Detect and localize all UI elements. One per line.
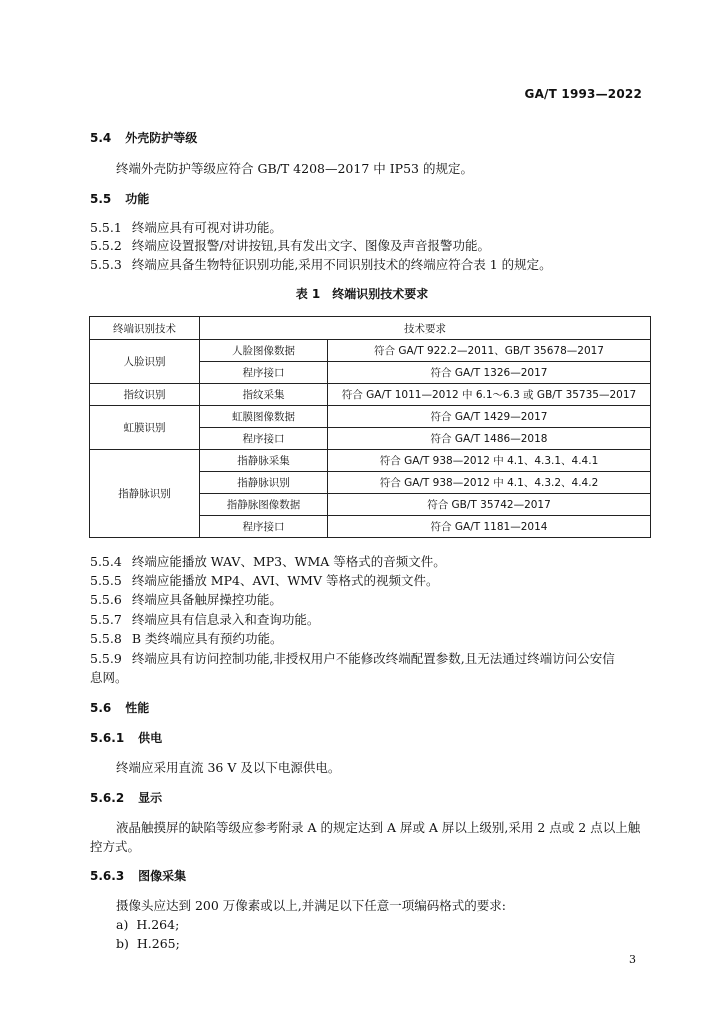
item-cell: 程序接口 (200, 362, 328, 384)
clause-text: 终端应能播放 WAV、MP3、WMA 等格式的音频文件。 (131, 554, 446, 569)
clause-title: 图像采集 (138, 869, 187, 883)
table-header-cell: 终端识别技术 (90, 317, 200, 340)
clause-5-6-2-text-continued: 控方式。 (90, 839, 141, 854)
section-5-5-heading (90, 191, 149, 207)
clause-number: 5.6.3 (90, 869, 125, 883)
requirement-cell: 符合 GA/T 1486—2018 (328, 428, 651, 450)
clause-number: 5.5.6 (90, 592, 122, 607)
group-name-cell: 指静脉识别 (90, 450, 200, 538)
requirement-cell: 符合 GA/T 938—2012 中 4.1、4.3.2、4.4.2 (328, 472, 651, 494)
clause-5-5-4 (90, 554, 446, 570)
clause-number: 5.5.3 (90, 257, 122, 272)
requirement-cell: 符合 GA/T 1011—2012 中 6.1～6.3 或 GB/T 35735—2017 (328, 384, 651, 406)
clause-number: 5.5.5 (90, 573, 122, 588)
clause-number: 5.5.8 (90, 631, 122, 646)
clause-text: 终端应具有可视对讲功能。 (131, 220, 282, 235)
item-cell: 虹膜图像数据 (200, 406, 328, 428)
table-header-row (90, 317, 651, 340)
requirement-cell: 符合 GA/T 1326—2017 (328, 362, 651, 384)
clause-text: 终端应具有访问控制功能,非授权用户不能修改终端配置参数,且无法通过终端访问公安信 (131, 651, 615, 666)
requirement-cell: 符合 GB/T 35742—2017 (328, 494, 651, 516)
item-cell: 人脸图像数据 (200, 340, 328, 362)
item-cell: 指静脉识别 (200, 472, 328, 494)
item-cell: 程序接口 (200, 516, 328, 538)
clause-number: 5.5.1 (90, 220, 122, 235)
list-text: H.264; (136, 917, 180, 932)
section-5-6-heading (90, 700, 149, 716)
table-header-cell: 技术要求 (200, 317, 651, 340)
table-row (90, 450, 651, 472)
clause-text: B 类终端应具有预约功能。 (131, 631, 283, 646)
table-row (90, 384, 651, 406)
clause-number: 5.5.9 (90, 651, 122, 666)
clause-title: 显示 (138, 791, 163, 805)
clause-5-5-1 (90, 220, 282, 236)
clause-5-5-9 (90, 651, 615, 667)
clause-5-5-9-continued: 息网。 (90, 670, 128, 685)
page-number: 3 (629, 953, 636, 966)
item-cell: 程序接口 (200, 428, 328, 450)
section-5-4-text: 终端外壳防护等级应符合 GB/T 4208—2017 中 IP53 的规定。 (116, 161, 473, 176)
clause-5-6-1-heading (90, 730, 162, 746)
clause-number: 5.5.2 (90, 238, 122, 253)
clause-5-5-3 (90, 257, 552, 273)
clause-5-6-1-text: 终端应采用直流 36 V 及以下电源供电。 (116, 760, 341, 775)
clause-text: 终端应具有信息录入和查询功能。 (131, 612, 320, 627)
clause-5-5-6 (90, 592, 282, 608)
section-5-4-heading (90, 130, 197, 146)
standard-code-header: GA/T 1993—2022 (524, 87, 642, 101)
section-title: 功能 (125, 192, 150, 206)
clause-5-6-3-text: 摄像头应达到 200 万像素或以上,并满足以下任意一项编码格式的要求: (116, 898, 506, 913)
table-row (90, 340, 651, 362)
clause-text: 终端应设置报警/对讲按钮,具有发出文字、图像及声音报警功能。 (131, 238, 490, 253)
section-number: 5.5 (90, 192, 112, 206)
item-cell: 指纹采集 (200, 384, 328, 406)
clause-5-6-2-text: 液晶触摸屏的缺陷等级应参考附录 A 的规定达到 A 屏或 A 屏以上级别,采用 2 点或 2 点以上触 (116, 820, 641, 835)
list-label: a) (116, 917, 129, 932)
list-item (116, 917, 179, 933)
clause-number: 5.5.4 (90, 554, 122, 569)
clause-number: 5.5.7 (90, 612, 122, 627)
recognition-requirements-table (89, 316, 651, 538)
clause-text: 终端应能播放 MP4、AVI、WMV 等格式的视频文件。 (131, 573, 439, 588)
clause-text: 终端应具备触屏操控功能。 (131, 592, 282, 607)
group-name-cell: 指纹识别 (90, 384, 200, 406)
item-cell: 指静脉采集 (200, 450, 328, 472)
group-name-cell: 人脸识别 (90, 340, 200, 384)
clause-5-6-2-heading (90, 790, 162, 806)
clause-title: 供电 (138, 731, 163, 745)
clause-5-5-8 (90, 631, 282, 647)
clause-5-5-7 (90, 612, 319, 628)
clause-5-6-3-heading (90, 868, 186, 884)
section-number: 5.6 (90, 701, 112, 715)
item-cell: 指静脉图像数据 (200, 494, 328, 516)
group-name-cell: 虹膜识别 (90, 406, 200, 450)
list-label: b) (116, 936, 129, 951)
requirement-cell: 符合 GA/T 938—2012 中 4.1、4.3.1、4.4.1 (328, 450, 651, 472)
section-title: 外壳防护等级 (125, 131, 198, 145)
clause-5-5-2 (90, 238, 490, 254)
list-text: H.265; (136, 936, 180, 951)
section-number: 5.4 (90, 131, 112, 145)
requirement-cell: 符合 GA/T 922.2—2011、GB/T 35678—2017 (328, 340, 651, 362)
clause-text: 终端应具备生物特征识别功能,采用不同识别技术的终端应符合表 1 的规定。 (131, 257, 552, 272)
section-title: 性能 (125, 701, 150, 715)
clause-number: 5.6.2 (90, 791, 125, 805)
requirement-cell: 符合 GA/T 1429—2017 (328, 406, 651, 428)
clause-5-5-5 (90, 573, 438, 589)
list-item (116, 936, 180, 952)
table-row (90, 406, 651, 428)
table-caption: 表 1 终端识别技术要求 (295, 287, 429, 301)
requirement-cell: 符合 GA/T 1181—2014 (328, 516, 651, 538)
clause-number: 5.6.1 (90, 731, 125, 745)
